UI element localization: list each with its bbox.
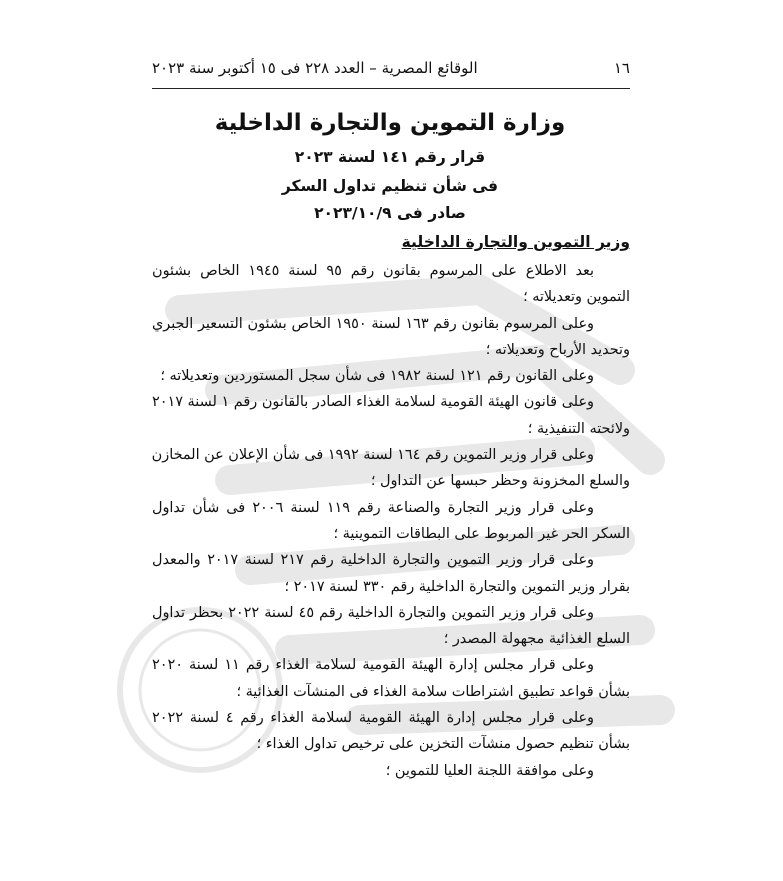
body-line: بعد الاطلاع على المرسوم بقانون رقم ٩٥ لسنة ١٩٤٥ الخاص بشئون: [152, 263, 594, 279]
decree-date: صادر فى ٢٠٢٣/١٠/٩: [314, 204, 466, 222]
body-line: وعلى قرار وزير التجارة والصناعة رقم ١١٩ لسنة ٢٠٠٦ فى شأن تداول: [152, 499, 594, 516]
body-line: السكر الحر غير المربوط على البطاقات التموينية ؛: [333, 525, 630, 542]
page-number: ١٦: [613, 59, 630, 77]
page-header: [152, 56, 630, 80]
body-line: وعلى قرار وزير التموين والتجارة الداخلية رقم ٢١٧ لسنة ٢٠١٧ والمعدل: [152, 552, 594, 569]
ministry-title: وزارة التموين والتجارة الداخلية: [214, 110, 566, 136]
header-divider: [152, 88, 630, 89]
body-line: وعلى موافقة اللجنة العليا للتموين ؛: [385, 762, 594, 779]
body-line: وعلى قرار مجلس إدارة الهيئة القومية لسلامة الغذاء رقم ٤ لسنة ٢٠٢٢: [152, 710, 594, 727]
body-line: بقرار وزير التموين والتجارة الداخلية رقم ٣٣٠ لسنة ٢٠١٧ ؛: [284, 578, 630, 595]
body-line: وعلى القانون رقم ١٢١ لسنة ١٩٨٢ فى شأن سجل المستوردين وتعديلاته ؛: [160, 368, 594, 385]
body-line: بشأن قواعد تطبيق اشتراطات سلامة الغذاء فى المنشآت الغذائية ؛: [236, 683, 630, 700]
body-line: والسلع المخزونة وحظر حبسها عن التداول ؛: [370, 473, 630, 490]
body-line: وعلى قرار مجلس إدارة الهيئة القومية لسلامة الغذاء رقم ١١ لسنة ٢٠٢٠: [152, 657, 594, 674]
body-line: وعلى قانون الهيئة القومية لسلامة الغذاء الصادر بالقانون رقم ١ لسنة ٢٠١٧: [152, 394, 594, 411]
body-line: وعلى قرار وزير التموين رقم ١٦٤ لسنة ١٩٩٢ فى شأن الإعلان عن المخازن: [152, 447, 594, 464]
decree-preamble: [152, 258, 630, 784]
body-line: وتحديد الأرباح وتعديلاته ؛: [485, 341, 630, 358]
body-line: بشأن تنظيم حصول منشآت التخزين على ترخيص تداول الغذاء ؛: [256, 736, 630, 753]
body-line: السلع الغذائية مجهولة المصدر ؛: [443, 631, 630, 648]
body-line: وعلى المرسوم بقانون رقم ١٦٣ لسنة ١٩٥٠ الخاص بشئون التسعير الجبري: [152, 315, 594, 332]
body-line: وعلى قرار وزير التموين والتجارة الداخلية رقم ٤٥ لسنة ٢٠٢٢ بحظر تداول: [152, 604, 594, 621]
body-line: ولائحته التنفيذية ؛: [527, 420, 630, 437]
decree-subject: فى شأن تنظيم تداول السكر: [281, 177, 499, 195]
decree-number: قرار رقم ١٤١ لسنة ٢٠٢٣: [294, 148, 486, 166]
publication-info: الوقائع المصرية – العدد ٢٢٨ فى ١٥ أكتوبر سنة ٢٠٢٣: [152, 59, 478, 77]
minister-heading: وزير التموين والتجارة الداخلية: [401, 233, 630, 251]
body-line: التموين وتعديلاته ؛: [523, 289, 630, 306]
